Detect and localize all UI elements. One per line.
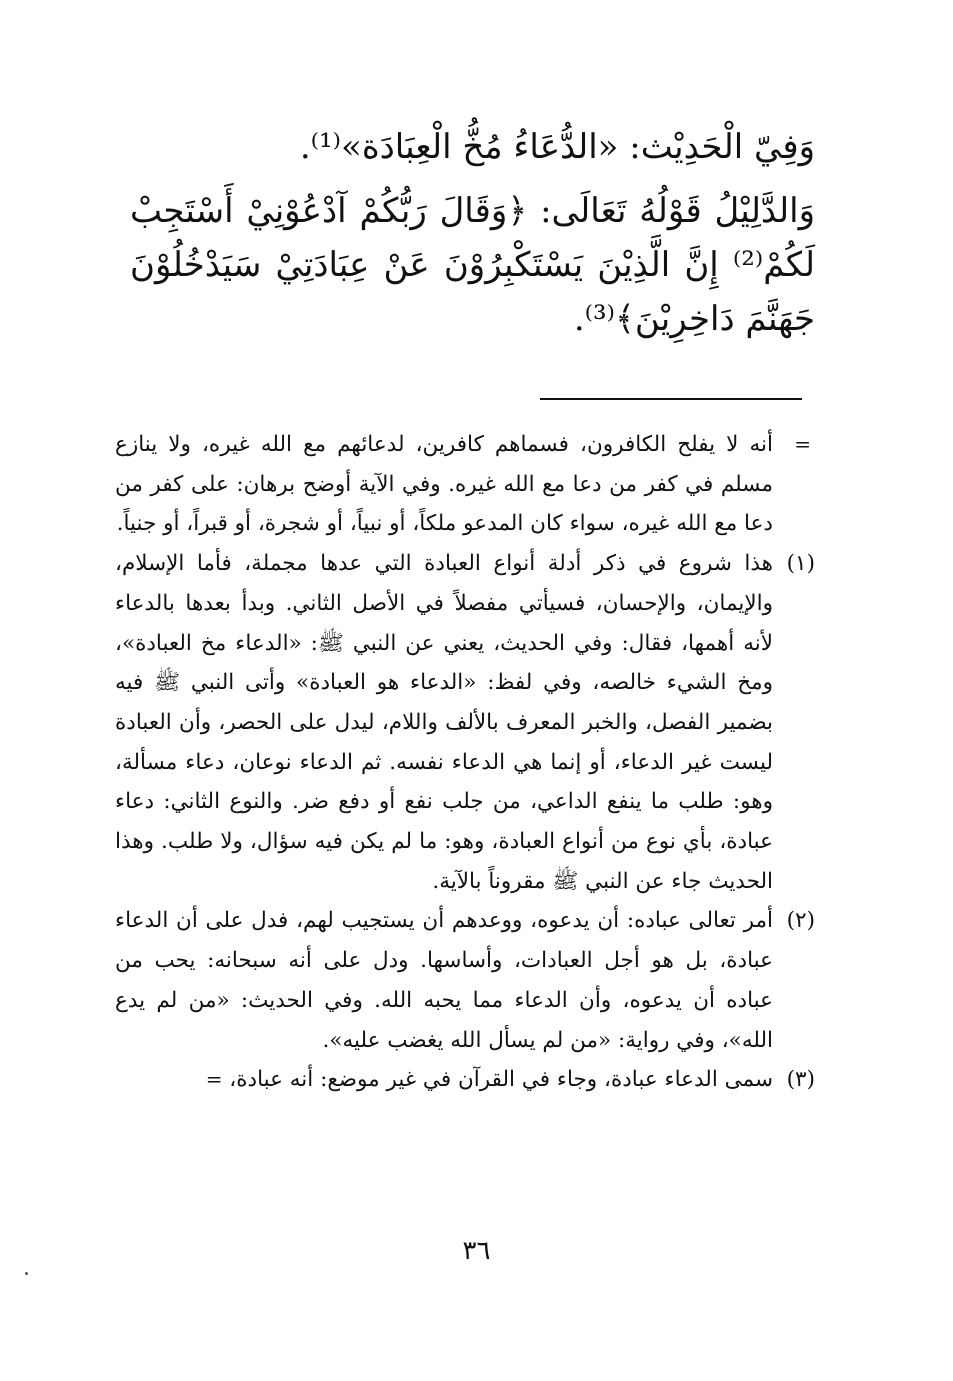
footnote-2 <box>115 901 815 1060</box>
footnote-3-text: سمى الدعاء عبادة، وجاء في القرآن في غير موضع: أنه عبادة، <box>229 1067 773 1093</box>
hadith-line: وَفِيّ الْحَدِيْث: «الدُّعَاءُ مُخُّ الْعِبَادَة»⁽¹⁾. <box>299 127 815 167</box>
footnote-2-number: (٢) <box>786 908 815 934</box>
scan-speck <box>25 1272 28 1275</box>
footnote-3-continues-mark: = <box>205 1067 223 1092</box>
footnote-continuation-text: أنه لا يفلح الكافرون، فسماهم كافرين، لدعائهم مع الله غيره، ولا ينازع مسلم في كفر من دعا مع الله غيره. وفي الآية أوضح برهان: على كفر من دعا مع الله غيره، سواء كان المدعو ملكاً، أو نبياً، أو شجرة، أو قبراً، أو جنياً. <box>115 432 773 537</box>
footnote-continuation <box>115 425 815 544</box>
footnote-3 <box>115 1060 815 1100</box>
footnote-2-text: أمر تعالى عباده: أن يدعوه، ووعدهم أن يستجيب لهم، فدل على أن الدعاء عبادة، بل هو أجل العبادات، وأساسها. ودل على أنه سبحانه: يحب من عباده أن يدعوه، وأن الدعاء مما يحبه الله. وفي الحديث: «من لم يدع الله»، وفي رواية: «من لم يسأل الله يغضب عليه». <box>115 908 773 1053</box>
footnote-separator <box>540 398 802 400</box>
footnote-3-number: (٣) <box>786 1067 815 1093</box>
main-text-dalil <box>130 184 815 346</box>
continuation-mark: = <box>794 432 811 456</box>
footnotes-section <box>115 425 815 1100</box>
dalil-paragraph: وَالدَّلِيْلُ قَوْلُهُ تَعَالَى: ﴿وَقَالَ رَبُّكُمْ آدْعُوْنِيْ أَسْتَجِبْ لَكُمْ⁽²⁾ إِنَّ الَّذِيْنَ يَسْتَكْبِرُوْنَ عَنْ عِبَادَتِيْ سَيَدْخُلُوْنَ جَهَنَّمَ دَاخِرِيْنَ﴾⁽³⁾. <box>130 191 815 339</box>
footnote-1-text: هذا شروع في ذكر أدلة أنواع العبادة التي عدها مجملة، فأما الإسلام، والإيمان، والإحسان، فسيأتي مفصلاً في الأصل الثاني. وبدأ بعدها بالدعاء لأنه أهمها، فقال: وفي الحديث، يعني عن النبي ﷺ: «الدعاء مخ العبادة»، ومخ الشيء خالصه، وفي لفظ: «الدعاء هو العبادة» وأتى النبي ﷺ فيه بضمير الفصل، والخبر المعرف بالألف واللام، ليدل على الحصر، وأن العبادة ليست غير الدعاء، أو إنما هي الدعاء نفسه. ثم الدعاء نوعان، دعاء مسألة، وهو: طلب ما ينفع الداعي، من جلب نفع أو دفع ضر. والنوع الثاني: دعاء عبادة، بأي نوع من أنواع العبادة، وهو: ما لم يكن فيه سؤال، ولا طلب. وهذا الحديث جاء عن النبي ﷺ مقروناً بالآية. <box>115 551 773 894</box>
main-text-hadith <box>130 120 815 174</box>
page-number: ٣٦ <box>462 1236 491 1266</box>
footnote-1-number: (١) <box>786 551 815 577</box>
footnote-1 <box>115 544 815 901</box>
